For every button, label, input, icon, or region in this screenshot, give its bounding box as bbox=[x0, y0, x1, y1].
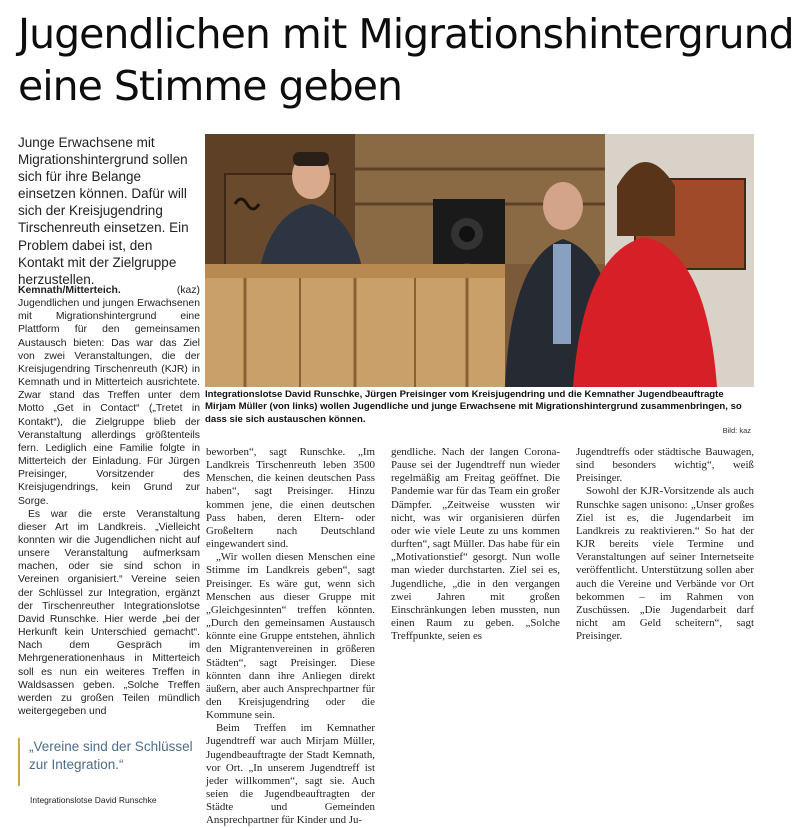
column-4-paragraph: Sowohl der KJR-Vorsitzende als auch Runschke sagen unisono: „Unser großes Ziel ist es, die Jugendarbeit im Landkreis zu reaktivieren.“ So hat der KJR bereits viele Termine und Veranstaltungen auf seiner Internetseite veröffentlicht. Unterstützung sollen aber auch die Vereine und Verbände vor Ort bekommen – im Rahmen von Zuschüssen. „Die Jugendarbeit darf nicht am Geld scheitern“, sagt Preisinger. bbox=[576, 485, 754, 643]
article-column-4 bbox=[576, 446, 754, 643]
column-3-paragraph: gendliche. Nach der langen Corona-Pause sei der Jugendtreff nun wieder regelmäßig am Freitag geöffnet. Die Pandemie war für das Team ein großer Dämpfer. „Zeitweise wussten wir nicht, was wir organisieren dürfen oder wie viele Leute zu uns kommen durften“, sagt Müller. Das habe für ein „Motivationstief“ gesorgt. Nun wolle man wieder durchstarten. Ziel sei es, Jugendliche, „die in den vergangen zwei Jahren mit großen Einschränkungen leben mussten, nun einen Raum zu geben. „Solche Treffpunkte, seien es bbox=[391, 446, 560, 643]
column-2-paragraph: Beim Treffen im Kemnather Jugendtreff war auch Mirjam Müller, Jugendbeauftragte der Stadt Kemnath, vor Ort. „In unserem Jugendtreff ist jeder willkommen“, sagt sie. Auch seien die Jugendbeauftragten der Städte und Gemeinden Ansprechpartner für Kinder und Ju- bbox=[206, 722, 375, 827]
headline-line-2: eine Stimme geben bbox=[18, 62, 402, 110]
headline-line-1: Jugendlichen mit Migrationshintergrund bbox=[18, 10, 794, 58]
pull-quote-attribution: Integrationslotse David Runschke bbox=[30, 795, 157, 805]
column-1-paragraph bbox=[18, 284, 200, 508]
photo-illustration bbox=[205, 134, 754, 387]
photo-caption: Integrationslotse David Runschke, Jürgen Preisinger vom Kreisjugendring und die Kemnather Jugendbeauftragte Mirjam Müller (von links) wollen Jugendliche und junge Erwachsene mit Migrationshintergrund zusammenbringen, so dass sie sich austauschen können. bbox=[205, 389, 742, 425]
article-column-1 bbox=[18, 284, 200, 718]
column-1-paragraph: Es war die erste Veranstaltung dieser Art im Landkreis. „Vielleicht konnten wir die Jugendlichen nicht auf unsere Veranstaltung aufmerksam machen, oder sie sind schon in Vereinen organisiert.“ Vereine seien der Schlüssel zur Integration, ergänzt der Tirschenreuther Integrationslotse David Runschke. Hier werde „bei der Herkunft kein Unterschied gemacht“. Nach dem Gespräch im Mehrgenerationenhaus in Mitterteich soll es nun ein weiteres Treffen in Waldsassen geben. „Solche Treffen werden zu großen Teilen mündlich weitergegeben und bbox=[18, 508, 200, 717]
column-2-paragraph: beworben“, sagt Runschke. „Im Landkreis Tirschenreuth leben 3500 Menschen, die keinen deutschen Pass haben“, sagt Preisinger. Hinzu kommen jene, die einen deutschen Pass haben, deren Eltern- oder Großeltern nach Deutschland eingewandert sind. bbox=[206, 446, 375, 551]
column-1-paragraph-text: (kaz) Jugendlichen und jungen Erwachsenen mit Migrationshintergrund eine Plattform für den gemeinsamen Austausch bieten: Das war das Ziel von zwei Veranstaltungen, die der Kreisjugendring Tirschenreuth (KJR) in Kemnath und in Mitterteich ausrichtete. Zwar stand das Treffen unter dem Motto „Get in Contact“ („Tretet in Kontakt“), die Zielgruppe blieb der Veranstaltung allerdings größtenteils fern. Lediglich eine Familie folgte in Mitterteich der Einladung. Für Jürgen Preisinger, Vorsitzender des Kreisjugendrings, kein Grund zur Sorge. bbox=[18, 285, 200, 507]
column-2-paragraph: „Wir wollen diesen Menschen eine Stimme im Landkreis geben“, sagt Preisinger. Es wäre gut, wenn sich Menschen aus dieser Gruppe mit „Gleichgesinnten“ treffen könnten. „Durch den gemeinsamen Austausch könnte eine Gruppe entstehen, ähnlich den Migrantenvereinen in größeren Städten“, sagt Preisinger. Diese könnten dann ihre Anliegen direkt äußern, aber auch Ansprechpartner für den Kreisjugendring oder die Kommune sein. bbox=[206, 551, 375, 722]
article-photo bbox=[205, 134, 754, 387]
dateline: Kemnath/Mitterteich. bbox=[18, 285, 121, 296]
article-column-3 bbox=[391, 446, 560, 643]
article-lead: Junge Erwachsene mit Migrationshintergrund sollen sich für ihre Belange einsetzen können. Dafür will sich der Kreisjugendring Tirschenreuth einsetzen. Ein Problem dabei ist, den Kontakt mit der Zielgruppe herzustellen. bbox=[18, 135, 189, 287]
article-column-2 bbox=[206, 446, 375, 828]
pull-quote: „Vereine sind der Schlüssel zur Integration.“ bbox=[18, 738, 198, 786]
column-4-paragraph: Jugendtreffs oder städtische Bauwagen, sind besonders wichtig“, weiß Preisinger. bbox=[576, 446, 754, 485]
article-headline bbox=[18, 8, 794, 112]
photo-credit: Bild: kaz bbox=[722, 426, 751, 435]
